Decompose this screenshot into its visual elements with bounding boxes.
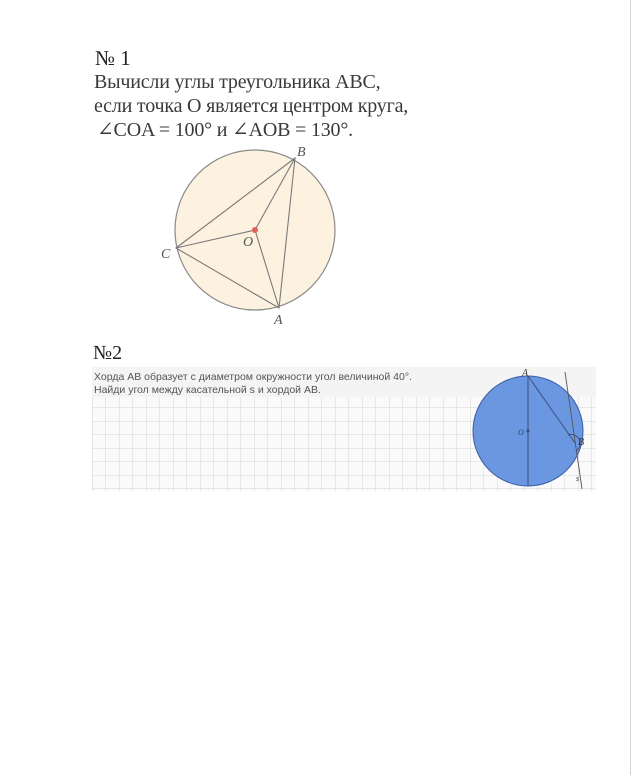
task1-line-3: ∠COA = 100° и ∠AOB = 130°. [97, 119, 353, 141]
task2-block [92, 367, 596, 491]
task1-label-a: A [274, 313, 283, 328]
task1-center-point [252, 227, 258, 233]
task2-line-1: Хорда AB образует с диаметром окружности угол величиной 40°. [94, 371, 412, 383]
task1-figure [155, 140, 355, 330]
task1-number: № 1 [95, 46, 131, 70]
task2-label-a: A [522, 368, 529, 379]
task2-label-s: s [576, 474, 580, 483]
task1-line-2: если точка O является центром круга, [94, 95, 409, 117]
task2-figure [464, 367, 596, 491]
task2-number: №2 [93, 342, 123, 364]
task1-label-b: B [297, 145, 306, 160]
task2-line-2: Найди угол между касательной s и хордой AB. [94, 384, 321, 396]
task2-statement [94, 371, 412, 397]
task2-label-o: O [518, 428, 524, 437]
task1-label-c: C [161, 247, 171, 262]
task1-statement [94, 70, 408, 142]
task2-center-point [526, 429, 529, 432]
page-edge [630, 0, 631, 775]
task1-line-1: Вычисли углы треугольника ABC, [94, 71, 381, 93]
task1-label-o: O [243, 235, 254, 250]
task2-label-b: B [578, 437, 585, 448]
